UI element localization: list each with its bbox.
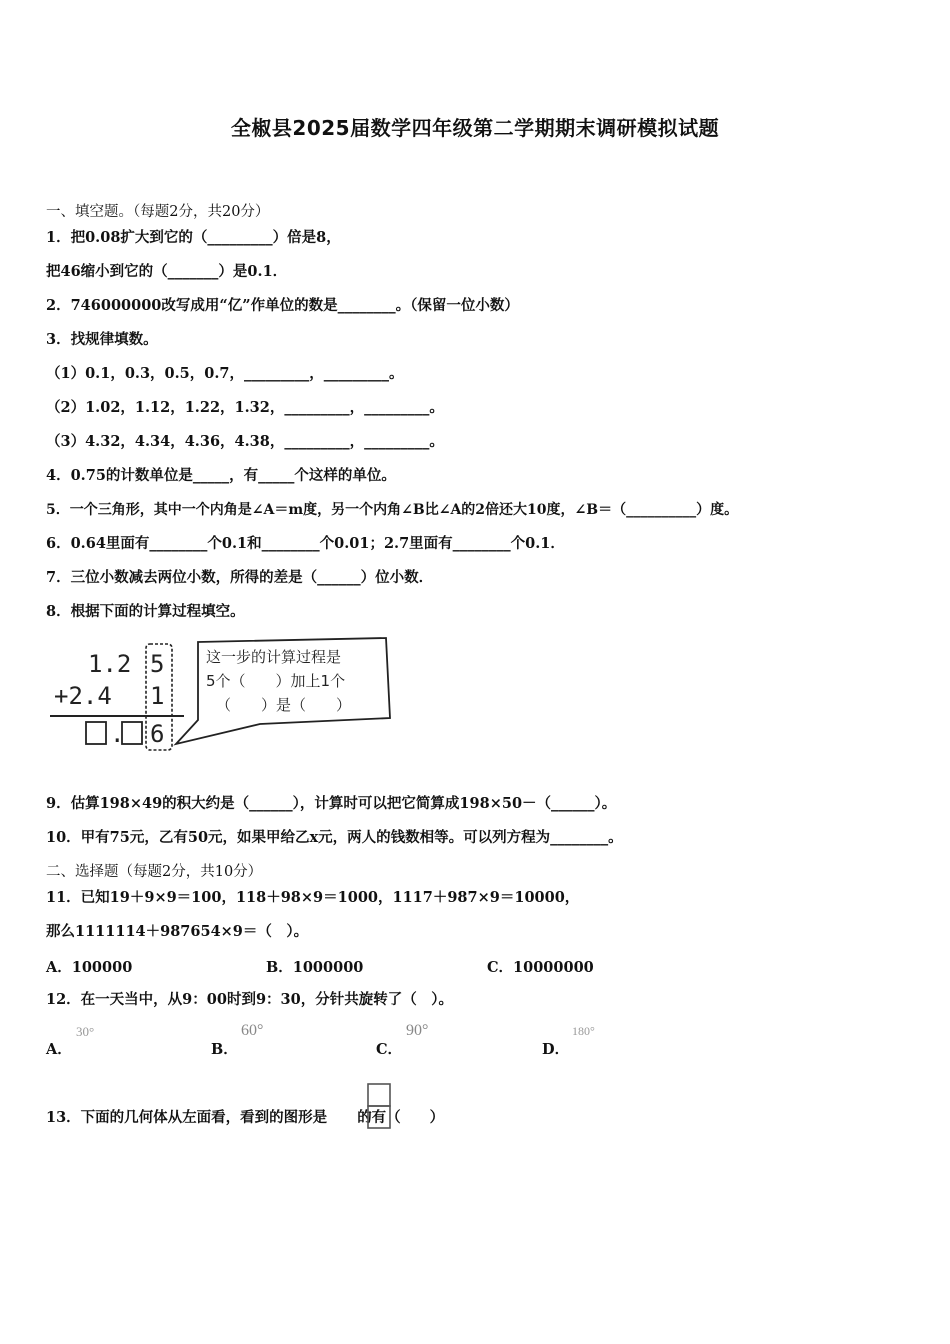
q12-option-c-value: 90° — [406, 1022, 429, 1039]
question-5: 5．一个三角形，其中一个内角是∠A＝m度，另一个内角∠B比∠A的2倍还大10度，∠B＝（__________）度。 — [46, 502, 739, 518]
question-9: 9．估算198×49的积大约是（______），计算时可以把它简算成198×50－（______）。 — [46, 795, 617, 812]
question-10: 10．甲有75元，乙有50元，如果甲给乙x元，两人的钱数相等。可以列方程为________。 — [46, 829, 623, 846]
question-8-stem: 8．根据下面的计算过程填空。 — [46, 603, 245, 620]
q12-option-d[interactable]: D． — [542, 1041, 570, 1058]
section-2-heading: 二、选择题（每题2分，共10分） — [46, 864, 263, 880]
q11-option-b[interactable]: B．1000000 — [266, 959, 364, 976]
result-last-digit: 6 — [150, 720, 165, 748]
q11-option-a[interactable]: A．100000 — [46, 959, 133, 976]
bubble-line-2: 5个（ ）加上1个 — [206, 672, 346, 690]
q12-option-d-value: 180° — [572, 1024, 595, 1038]
question-13-suffix: 的有（ ） — [357, 1109, 445, 1126]
q12-option-b-value: 60° — [241, 1022, 264, 1039]
question-3-part1: （1）0.1，0.3，0.5，0.7，_________，_________。 — [46, 365, 404, 382]
q12-option-a-value: 30° — [76, 1024, 95, 1039]
section-1-heading: 一、填空题。（每题2分，共20分） — [46, 204, 270, 220]
addend-1-last-digit: 5 — [150, 650, 165, 678]
question-1a: 1．把0.08扩大到它的（_________）倍是8， — [46, 229, 341, 246]
bubble-line-3: （ ）是（ ） — [216, 696, 352, 714]
q11-option-c[interactable]: C．10000000 — [487, 959, 594, 976]
question-11b: 那么1111114＋987654×9＝（ ）。 — [46, 923, 309, 940]
answer-box-ones — [86, 722, 106, 744]
question-6: 6．0.64里面有________个0.1和________个0.01；2.7里面有________个0.1． — [46, 535, 565, 552]
page-title: 全椒县2025届数学四年级第二学期期末调研模拟试题 — [230, 116, 720, 140]
stacked-squares-icon — [366, 1082, 394, 1134]
question-3-part3: （3）4.32，4.34，4.36，4.38，_________，_________。 — [46, 433, 444, 450]
question-4: 4．0.75的计数单位是_____，有_____个这样的单位。 — [46, 467, 396, 484]
q12-option-c[interactable]: C． — [376, 1041, 403, 1058]
question-7: 7．三位小数减去两位小数，所得的差是（______）位小数． — [46, 569, 434, 586]
question-12-stem: 12．在一天当中，从9：00时到9：30，分针共旋转了（ ）。 — [46, 991, 453, 1008]
question-1b: 把46缩小到它的（_______）是0.1． — [46, 263, 288, 280]
q12-option-b[interactable]: B． — [211, 1041, 238, 1058]
question-11a: 11．已知19＋9×9＝100，118＋98×9＝1000，1117＋987×9＝10000， — [46, 889, 580, 906]
addition-figure — [46, 636, 406, 756]
addend-2-last-digit: 1 — [150, 682, 165, 710]
addend-1: 1.2 — [88, 650, 132, 678]
q12-option-a[interactable]: A． — [46, 1041, 72, 1058]
bubble-line-1: 这一步的计算过程是 — [206, 648, 342, 666]
question-2: 2．746000000改写成用“亿”作单位的数是________。（保留一位小数） — [46, 297, 519, 314]
addend-2: +2.4 — [54, 682, 112, 710]
question-3-part2: （2）1.02，1.12，1.22，1.32，_________，_________。 — [46, 399, 444, 416]
question-3-stem: 3．找规律填数。 — [46, 331, 158, 348]
result-decimal-point: . — [110, 720, 125, 748]
answer-box-tenths — [122, 722, 142, 744]
question-13-prefix: 13．下面的几何体从左面看，看到的图形是 — [46, 1109, 328, 1126]
